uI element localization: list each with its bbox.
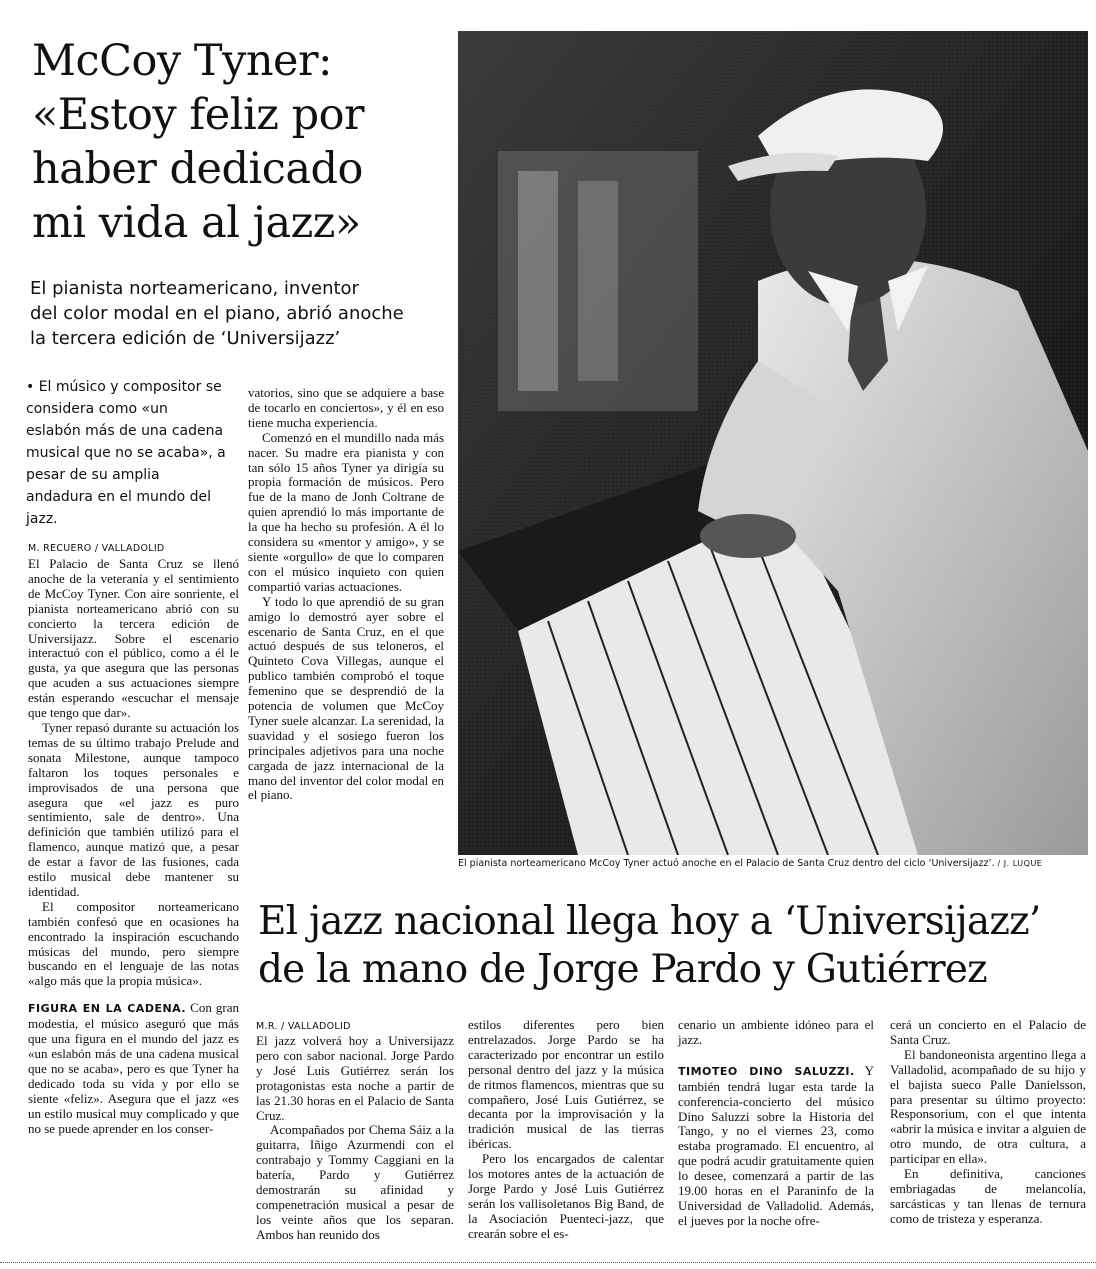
article2-column-4 xyxy=(890,1018,1086,1227)
headline-line: de la mano de Jorge Pardo y Gutiérrez xyxy=(258,947,987,992)
caption-text: El pianista norteamericano McCoy Tyner actuó anoche en el Palacio de Santa Cruz dentro del ciclo ‘Universijazz’. xyxy=(458,858,995,869)
byline: M. RECUERO / VALLADOLID xyxy=(28,543,165,554)
section-heading: TIMOTEO DINO SALUZZI. xyxy=(678,1064,855,1078)
article2-column-1 xyxy=(256,1034,454,1243)
byline-secondary: M.R. / VALLADOLID xyxy=(256,1021,351,1032)
paragraph: Acompañados por Chema Sáiz a la guitarra, Iñigo Azurmendi con el contrabajo y Tommy Caggiani en la batería, Pardo y Gutiérrez demostrarán su afinidad y compenetración musical a pesar de los veinte años que los separan. Ambos han reunido dos xyxy=(256,1122,454,1242)
subheadline-line: El pianista norteamericano, inventor xyxy=(30,278,359,299)
highlight-summary: • El músico y compositor se considera como «un eslabón más de una cadena musical que no se acaba», a pesar de su amplia andadura en el mundo del jazz. xyxy=(26,379,226,527)
paragraph: cenario un ambiente idóneo para el jazz. xyxy=(678,1017,874,1047)
article-column-2 xyxy=(248,386,444,803)
paragraph xyxy=(28,1001,239,1136)
paragraph: El jazz volverá hoy a Universijazz pero con sabor nacional. Jorge Pardo y José Luis Gutiérrez serán los protagonistas esta noche a partir de las 21.30 horas en el Palacio de Santa Cruz. xyxy=(256,1033,454,1123)
headline-line: El jazz nacional llega hoy a ‘Universijazz’ xyxy=(258,899,1041,944)
paragraph: Comenzó en el mundillo nada más nacer. Su madre era pianista y con tan sólo 15 años Tyner ya dirigía su propia formación de músicos. Pero fue de la mano de Jonh Coltrane de quien aprendió lo más importante de la que ha hecho su profesión. A él lo considera su «mentor y amigo», y se siente «orgullo» de que lo comparen con el músico inquieto con quien compartió varias actuaciones. xyxy=(248,429,444,594)
headline-line: «Estoy feliz por xyxy=(32,90,365,140)
headline-line: haber dedicado xyxy=(32,144,363,194)
subheadline-line: la tercera edición de ‘Universijazz’ xyxy=(30,328,341,349)
section-heading: FIGURA EN LA CADENA. xyxy=(28,1002,187,1016)
photo-mccoy-tyner xyxy=(458,31,1088,855)
paragraph-text: Con gran modestia, el músico aseguró que más que una figura en el mundo del jazz es «un eslabón más de una cadena musical que no se acaba», pero es que Tyner ha dedicado toda su vida y por ello se siente «feliz». Asegura que el jazz «es un estilo musical muy complicado y que no se puede aprender en los conser- xyxy=(28,1000,239,1136)
paragraph: El Palacio de Santa Cruz se llenó anoche de la veteranía y el sentimiento de McCoy Tyner. Con aire sonriente, el pianista norteamericano abrió con su concierto la tercera edición de Universijazz. Sobre el escenario interactuó con el público, como a él le gusta, ya que asegura que las personas que acuden a sus actuaciones siempre están esperando «escuchar el mensaje que tengo que dar». xyxy=(28,556,239,721)
headline-line: mi vida al jazz» xyxy=(32,198,361,248)
article-column-1 xyxy=(28,557,239,1136)
paragraph: En definitiva, canciones embriagadas de melancolía, sarcásticas y tan llenas de ternura como de tristeza y esperanza. xyxy=(890,1166,1086,1226)
photo-illustration xyxy=(458,31,1088,855)
paragraph: Pero los encargados de calentar los motores antes de la actuación de Jorge Pardo y José Luis Gutiérrez serán los vallisoletanos Big Band, de la Asociación Puenteci-jazz, que crearán sobre el es- xyxy=(468,1151,664,1241)
subheadline-line: del color modal en el piano, abrió anoche xyxy=(30,303,404,324)
photo-caption xyxy=(458,858,1088,869)
paragraph: cerá un concierto en el Palacio de Santa Cruz. xyxy=(890,1017,1086,1047)
article2-column-3 xyxy=(678,1018,874,1229)
paragraph: El compositor norteamericano también confesó que en ocasiones ha encontrado la inspiración escuchando músicas del mundo, pero siempre buscando en el lenguaje de las notas «algo más que la propia música». xyxy=(28,898,239,989)
paragraph: vatorios, sino que se adquiere a base de tocarlo en conciertos», y él en eso tiene mucha experiencia. xyxy=(248,385,444,430)
bottom-rule xyxy=(0,1262,1096,1263)
paragraph-text: Y también tendrá lugar esta tarde la conferencia-concierto del músico Dino Saluzzi sobre la Historia del Tango, y no el viernes 23, como estaba programado. El encuentro, al que podrá acudir gratuitamente quien lo desee, comenzará a partir de las 19.00 horas en el Paraninfo de la Universidad de Valladolid. Además, el jueves por la noche ofre- xyxy=(678,1062,874,1228)
paragraph: El bandoneonista argentino llega a Valladolid, acompañado de su hijo y el bajista sueco Palle Danielsson, para presentar su último proyecto: Responsorium, con el que intenta «abrir la música e invitar a alguien de otro mundo, de otra cultura, a participar en ella». xyxy=(890,1046,1087,1167)
headline-line: McCoy Tyner: xyxy=(32,36,333,86)
headline xyxy=(32,34,452,250)
headline-secondary xyxy=(258,898,1094,994)
article2-column-2 xyxy=(468,1018,664,1242)
paragraph xyxy=(678,1064,874,1229)
photo-credit: / J. LUQUE xyxy=(997,859,1043,868)
paragraph: Tyner repasó durante su actuación los temas de su último trabajo Prelude and sonata Milestone, aunque tampoco faltaron los toques personales e improvisados de una persona que asegura que «el jazz es puro sentimiento, sale de dentro». Una definición que también utilizó para el flamenco, aunque matizó que, a pesar de estar a favor de las fusiones, cada estilo musical debe mantener su identidad. xyxy=(28,719,239,899)
subheadline xyxy=(30,276,430,351)
paragraph: Y todo lo que aprendió de su gran amigo lo demostró ayer sobre el escenario de Santa Cruz, en el que actuó después de sus teloneros, el Quinteto Cova Villegas, aunque el publico también comprobó el toque femenino que se desprendió de la potencia de volumen que McCoy Tyner suele alcanzar. La serenidad, la suavidad y el sosiego fueron los principales adjetivos para una noche cargada de jazz internacional de la mano del inventor del color modal en el piano. xyxy=(248,593,444,803)
paragraph: estilos diferentes pero bien entrelazados. Jorge Pardo se ha caracterizado por encontrar un estilo personal dentro del jazz y la música de ritmos flamencos, mientras que su compañero, José Luis Gutiérrez, se decanta por la improvisación y la tradición musical de las tierras ibéricas. xyxy=(468,1017,664,1152)
